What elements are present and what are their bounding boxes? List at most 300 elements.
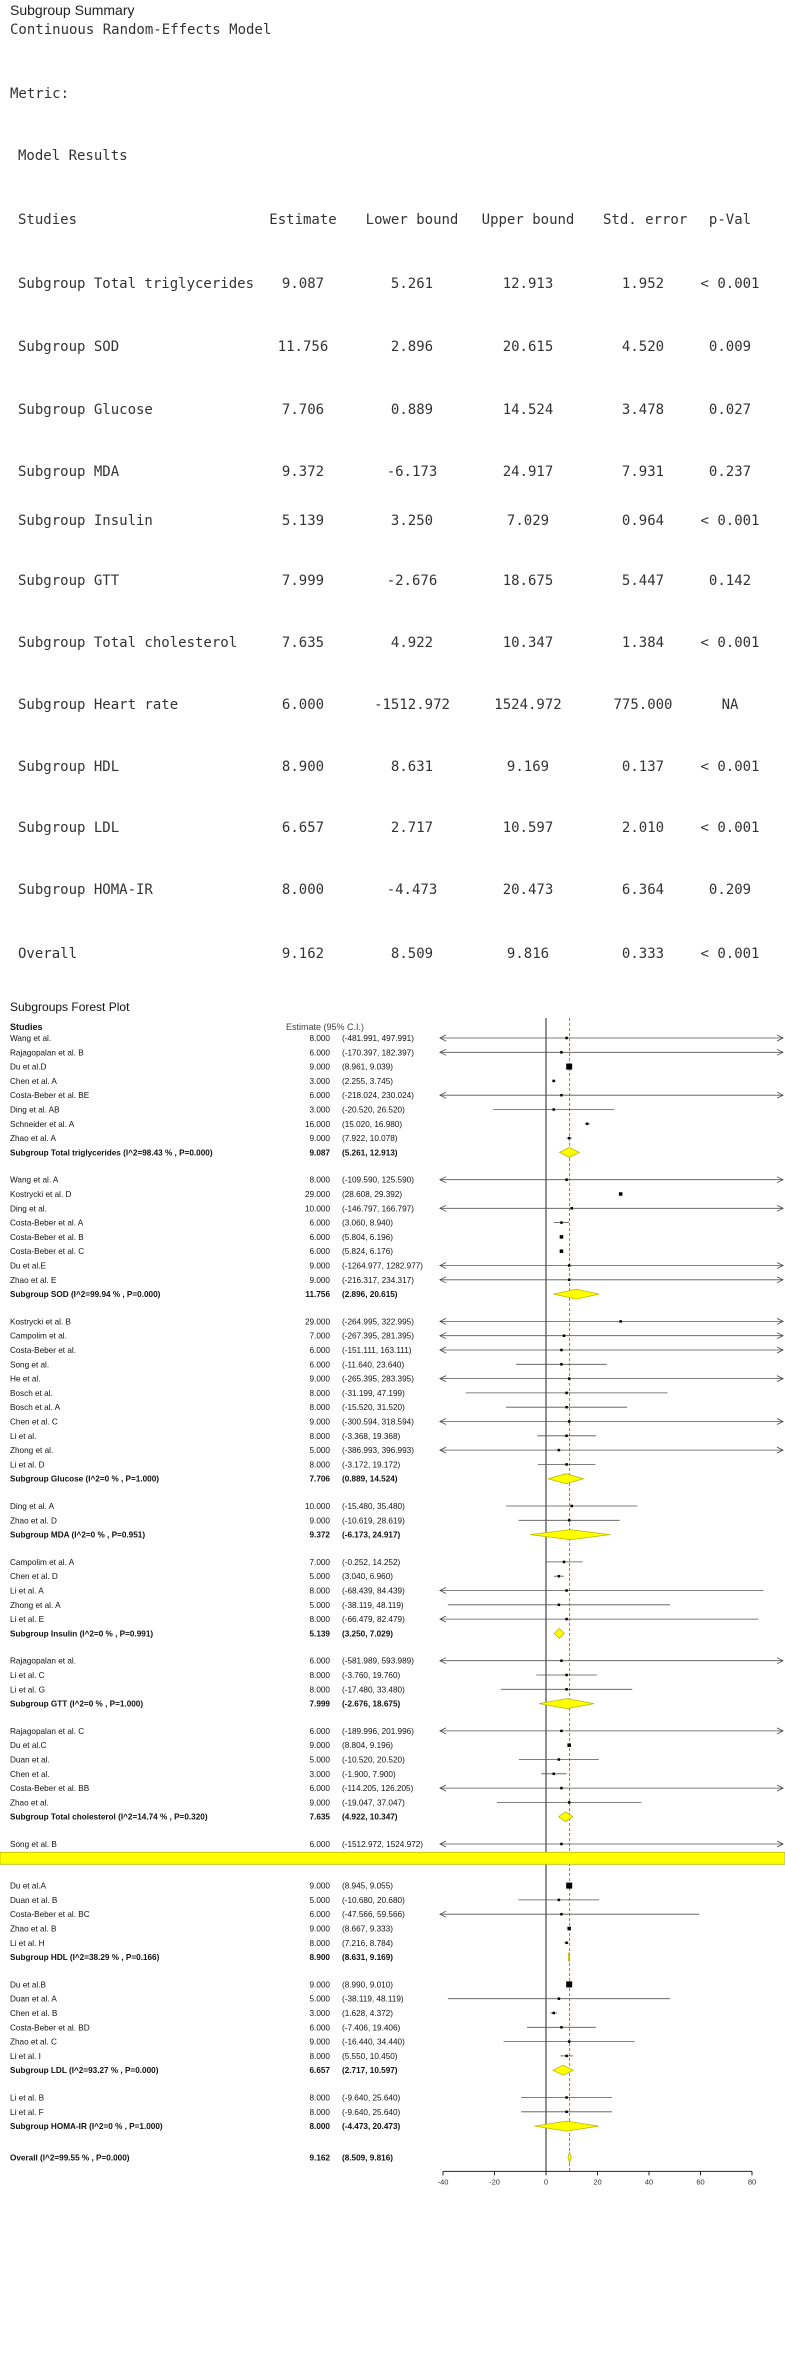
study-label: Zhao et al. B [10, 1924, 57, 1934]
estimate-value: 6.000 [309, 1360, 330, 1370]
table-row-label: Subgroup GTT [18, 573, 120, 589]
ci-value: (-19.047, 37.047) [342, 1798, 405, 1808]
study-label: Zhao et al. A [10, 1134, 56, 1144]
ci-value: (7.216, 8.784) [342, 1938, 393, 1948]
summary-diamond [554, 1628, 564, 1638]
ci-value: (-1512.972, 1524.972) [342, 1840, 424, 1849]
subgroup-label: Subgroup Insulin (I^2=0 % , P=0.991) [10, 1629, 154, 1639]
study-label: Schneider et al. A [10, 1119, 75, 1129]
table-row-value: -4.473 [386, 882, 438, 898]
study-label: Bosch et al. [10, 1388, 53, 1398]
point-estimate [565, 1618, 568, 1621]
table-row-value: 12.913 [502, 276, 554, 292]
study-label: Chen et al. B [10, 2009, 58, 2018]
table-row-value: 10.347 [502, 635, 554, 651]
ci-value: (-1264.977, 1282.977) [342, 1261, 424, 1271]
table-header-cell: Estimate [269, 212, 337, 228]
x-tick-label: 80 [747, 2177, 757, 2187]
study-label: Chen et al. [10, 1769, 50, 1779]
summary-title: Subgroup Summary [10, 2, 135, 18]
estimate-value: 10.000 [304, 1204, 330, 1214]
summary-diamond [560, 1147, 580, 1157]
ci-value: (5.824, 6.176) [342, 1247, 393, 1257]
estimate-value: 9.000 [309, 1741, 330, 1751]
ci-value: (-189.996, 201.996) [342, 1726, 414, 1736]
study-label: Song et al. B [10, 1840, 57, 1849]
estimate-value: 9.000 [309, 1881, 330, 1891]
table-row-value: 0.009 [708, 339, 752, 355]
point-estimate [565, 1406, 568, 1409]
ci-value: (-38.119, 48.119) [342, 1600, 404, 1610]
estimate-value: 7.706 [309, 1474, 330, 1484]
point-estimate [560, 1913, 563, 1916]
ci-value: (-17.480, 33.480) [342, 1685, 405, 1695]
ci-value: (1.628, 4.372) [342, 2009, 393, 2018]
table-row-value: < 0.001 [700, 946, 760, 962]
table-row-value: 2.896 [390, 339, 434, 355]
estimate-value: 7.000 [309, 1331, 330, 1341]
estimate-value: 8.000 [309, 2051, 330, 2061]
estimate-value: 5.000 [309, 1994, 330, 2004]
point-estimate [558, 1899, 561, 1902]
point-estimate [560, 1349, 563, 1352]
ci-value: (-265.395, 283.395) [342, 1374, 414, 1384]
ci-value: (2.255, 3.745) [342, 1076, 393, 1086]
estimate-value: 9.000 [309, 1275, 330, 1285]
table-row-label: Subgroup HOMA-IR [18, 882, 153, 898]
point-estimate [568, 1264, 571, 1267]
estimate-value: 6.000 [309, 1048, 330, 1058]
estimate-value: 9.000 [309, 1062, 330, 1072]
point-estimate [560, 1235, 564, 1239]
table-row-value: 8.631 [390, 759, 434, 775]
study-label: Duan et al. [10, 1755, 50, 1765]
ci-value: (-31.199, 47.199) [342, 1388, 405, 1398]
study-label: Wang et al. A [10, 1175, 59, 1185]
estimate-value: 6.000 [309, 1091, 330, 1101]
ci-value: (-10.680, 20.680) [342, 1895, 405, 1905]
estimate-value: 5.000 [309, 1572, 330, 1582]
ci-value: (0.889, 14.524) [342, 1474, 398, 1484]
ci-value: (-4.473, 20.473) [342, 2122, 401, 2132]
table-row-value: 2.010 [621, 820, 665, 836]
estimate-value: 29.000 [304, 1317, 330, 1327]
ci-value: (2.717, 10.597) [342, 2066, 398, 2076]
table-row-value: 9.162 [281, 946, 325, 962]
study-label: Costa-Beber et al. BB [10, 1784, 90, 1794]
table-header-cell: Studies [18, 212, 78, 228]
ci-value: (8.945, 9.055) [342, 1881, 393, 1891]
subgroup-label: Subgroup Total cholesterol (I^2=14.74 % , P=0.320) [10, 1812, 208, 1822]
table-row-value: 9.372 [281, 464, 325, 480]
point-estimate [558, 1449, 561, 1452]
study-label: Chen et al. D [10, 1572, 58, 1582]
table-row-value: 7.999 [281, 573, 325, 589]
point-estimate [560, 1843, 563, 1846]
x-tick-label: 40 [644, 2177, 654, 2187]
table-row-value: 24.917 [502, 464, 554, 480]
estimate-value: 6.000 [309, 1218, 330, 1228]
table-row-value: 2.717 [390, 820, 434, 836]
ci-value: (-3.172, 19.172) [342, 1460, 401, 1470]
table-row-value: 7.931 [621, 464, 665, 480]
estimate-value: 9.000 [309, 1924, 330, 1934]
study-label: He et al. [10, 1374, 41, 1384]
forest-plot [0, 1018, 785, 2363]
point-estimate [563, 1334, 566, 1337]
estimate-value: 7.635 [309, 1812, 330, 1822]
point-estimate [571, 1505, 574, 1508]
ci-value: (-581.989, 593.989) [342, 1656, 414, 1666]
estimate-value: 8.000 [309, 1403, 330, 1413]
study-label: Li et al. G [10, 1685, 46, 1695]
ci-value: (-151.111, 163.111) [342, 1346, 412, 1355]
point-estimate [566, 1981, 572, 1987]
estimate-value: 9.162 [309, 2153, 330, 2163]
point-estimate [552, 1108, 555, 1111]
table-row-value: 4.922 [390, 635, 434, 651]
study-label: Li et al. H [10, 1938, 45, 1948]
table-row-value: 1.384 [621, 635, 665, 651]
estimate-value: 9.000 [309, 1261, 330, 1271]
estimate-value: 8.000 [309, 1034, 330, 1043]
table-row-value: 0.237 [708, 464, 752, 480]
table-row-value: 0.964 [621, 513, 665, 529]
ci-value: (7.922, 10.078) [342, 1134, 398, 1144]
summary-subtitle: Continuous Random-Effects Model [10, 22, 272, 38]
model-results-label: Model Results [18, 148, 128, 164]
ci-value: (-2.676, 18.675) [342, 1699, 401, 1709]
ci-value: (-481.991, 497.991) [342, 1034, 414, 1043]
ci-value: (-10.520, 20.520) [342, 1755, 405, 1765]
study-label: Li et al. F [10, 2107, 44, 2117]
study-label: Costa-Beber et al. A [10, 1218, 84, 1228]
table-row-label: Subgroup LDL [18, 820, 120, 836]
study-label: Rajagopalan et al. B [10, 1048, 84, 1058]
point-estimate [571, 1207, 574, 1210]
estimate-value: 7.999 [309, 1699, 330, 1709]
ci-value: (8.509, 9.816) [342, 2153, 393, 2163]
overall-diamond [568, 2152, 571, 2162]
table-header-cell: Upper bound [481, 212, 575, 228]
subgroup-label: Subgroup HDL (I^2=38.29 % , P=0.166) [10, 1953, 160, 1963]
study-label: Li et al. D [10, 1460, 45, 1470]
study-label: Campolim et al. A [10, 1557, 75, 1567]
ci-value: (-66.479, 82.479) [342, 1615, 405, 1625]
ci-value: (-6.173, 24.917) [342, 1530, 401, 1540]
ci-value: (-9.640, 25.640) [342, 2107, 401, 2117]
ci-value: (-218.024, 230.024) [342, 1091, 414, 1101]
study-label: Zhong et al. [10, 1446, 54, 1456]
subgroup-label: Subgroup SOD (I^2=99.94 % , P=0.000) [10, 1290, 161, 1300]
table-header-cell: Lower bound [365, 212, 459, 228]
study-label: Zhao et al. D [10, 1516, 57, 1526]
ci-value: (-11.640, 23.640) [342, 1360, 405, 1370]
table-row-value: 0.889 [390, 402, 434, 418]
point-estimate [568, 1519, 571, 1522]
estimate-value: 8.000 [309, 1175, 330, 1185]
point-estimate [560, 1094, 563, 1097]
ci-value: (-1.900, 7.900) [342, 1769, 396, 1779]
ci-value: (5.804, 6.196) [342, 1232, 393, 1242]
point-estimate [552, 2012, 555, 2015]
estimate-value: 11.756 [305, 1290, 330, 1300]
study-label: Du et al.D [10, 1062, 47, 1072]
ci-value: (2.896, 20.615) [342, 1290, 398, 1300]
study-label: Kostrycki et al. D [10, 1190, 72, 1199]
point-estimate [560, 1221, 563, 1224]
ci-value: (5.261, 12.913) [342, 1148, 398, 1158]
point-estimate [565, 1037, 568, 1040]
estimate-value: 5.000 [309, 1755, 330, 1765]
table-row-value: 9.169 [506, 759, 550, 775]
point-estimate [560, 1363, 563, 1366]
point-estimate [568, 1137, 571, 1140]
summary-diamond [534, 2121, 598, 2131]
metric-label: Metric: [10, 86, 70, 102]
study-label: Costa-Beber et al. [10, 1346, 76, 1355]
estimate-value: 8.000 [309, 1938, 330, 1948]
ci-value: (-20.520, 26.520) [342, 1105, 405, 1115]
x-tick-label: 60 [696, 2177, 705, 2187]
table-row-value: 9.087 [281, 276, 325, 292]
point-estimate [565, 2055, 568, 2058]
table-row-value: 20.615 [502, 339, 554, 355]
point-estimate [565, 1178, 568, 1181]
study-label: Zhao et al. [10, 1798, 49, 1808]
estimate-value: 9.087 [309, 1148, 330, 1158]
study-label: Bosch et al. A [10, 1403, 61, 1413]
estimate-value: 8.000 [309, 1615, 330, 1625]
point-estimate [568, 1801, 571, 1804]
estimate-value: 8.000 [309, 1388, 330, 1398]
point-estimate [619, 1320, 622, 1323]
table-row-value: 3.478 [621, 402, 665, 418]
table-row-value: 5.447 [621, 573, 665, 589]
ci-value: (-7.406, 19.406) [342, 2023, 401, 2033]
estimate-value: 8.000 [309, 1685, 330, 1695]
table-row-value: 7.706 [281, 402, 325, 418]
ci-value: (-216.317, 234.317) [342, 1275, 414, 1285]
forest-plot-title: Subgroups Forest Plot [10, 1000, 130, 1014]
ci-value: (-386.993, 396.993) [342, 1446, 414, 1456]
table-row-value: 1.952 [621, 276, 665, 292]
ci-value: (-114.205, 126.205) [342, 1784, 414, 1794]
estimate-value: 9.000 [309, 1374, 330, 1384]
ci-value: (-109.590, 125.590) [342, 1175, 414, 1185]
study-label: Ding et al. [10, 1204, 47, 1214]
table-row-value: 5.139 [281, 513, 325, 529]
point-estimate [565, 1463, 568, 1466]
ci-value: (8.804, 9.196) [342, 1741, 393, 1751]
point-estimate [558, 1604, 561, 1607]
point-estimate [568, 1377, 571, 1380]
ci-value: (-15.480, 35.480) [342, 1502, 405, 1511]
ci-value: (8.990, 9.010) [342, 1980, 393, 1990]
estimate-value: 10.000 [304, 1502, 330, 1511]
point-estimate [558, 1997, 561, 2000]
subgroup-label: Subgroup HOMA-IR (I^2=0 % , P=1.000) [10, 2122, 163, 2132]
point-estimate [552, 1773, 555, 1776]
estimate-value: 16.000 [304, 1119, 330, 1129]
ci-value: (-146.797, 166.797) [342, 1204, 414, 1214]
table-row-value: 0.209 [708, 882, 752, 898]
point-estimate [567, 1927, 571, 1931]
study-label: Kostrycki et al. B [10, 1317, 71, 1327]
table-row-value: 1524.972 [494, 697, 562, 713]
point-estimate [619, 1192, 623, 1196]
table-row-label: Subgroup Heart rate [18, 697, 179, 713]
estimate-value: 6.000 [309, 1784, 330, 1794]
ci-value: (3.060, 8.940) [342, 1218, 393, 1228]
study-label: Song et al. [10, 1360, 50, 1370]
study-label: Li et al. B [10, 2093, 45, 2103]
ci-value: (-38.119, 48.119) [342, 1994, 404, 2004]
point-estimate [558, 1575, 561, 1578]
study-label: Duan et al. B [10, 1895, 58, 1905]
ci-value: (-15.520, 31.520) [342, 1403, 405, 1413]
point-estimate [568, 1420, 571, 1423]
point-estimate [560, 2026, 563, 2029]
table-row-value: -2.676 [386, 573, 438, 589]
study-label: Du et al.C [10, 1741, 47, 1751]
summary-diamond [539, 1699, 594, 1709]
point-estimate [563, 1561, 566, 1564]
subgroup-label: Subgroup LDL (I^2=93.27 % , P=0.000) [10, 2066, 159, 2076]
table-row-value: 775.000 [613, 697, 673, 713]
table-row-value: 6.364 [621, 882, 665, 898]
x-tick-label: -40 [437, 2177, 449, 2187]
study-label: Costa-Beber et al. BD [10, 2023, 90, 2033]
table-row-value: 0.142 [708, 573, 752, 589]
ci-value: (-3.760, 19.760) [342, 1671, 401, 1680]
table-row-value: 8.509 [390, 946, 434, 962]
summary-diamond [553, 2065, 573, 2075]
ci-value: (-0.252, 14.252) [342, 1557, 401, 1567]
overall-label: Overall (I^2=99.55 % , P=0.000) [10, 2153, 130, 2163]
ci-value: (3.250, 7.029) [342, 1629, 393, 1639]
estimate-value: 9.000 [309, 1134, 330, 1144]
study-label: Zhao et al. C [10, 2037, 57, 2047]
table-row-value: < 0.001 [700, 820, 760, 836]
estimate-value: 5.000 [309, 1446, 330, 1456]
table-header-cell: p-Val [708, 212, 752, 228]
estimate-header: Estimate (95% C.I.) [286, 1022, 365, 1032]
ci-value: (-264.995, 322.995) [342, 1317, 414, 1327]
estimate-value: 6.000 [309, 1840, 330, 1849]
study-label: Li et al. C [10, 1671, 45, 1680]
study-label: Costa-Beber et al. C [10, 1247, 85, 1257]
point-estimate [552, 1080, 555, 1083]
table-row-value: 8.000 [281, 882, 325, 898]
ci-value: (4.922, 10.347) [342, 1812, 398, 1822]
estimate-value: 6.000 [309, 1346, 330, 1355]
study-label: Ding et al. AB [10, 1105, 60, 1115]
ci-value: (-3.368, 19.368) [342, 1431, 401, 1441]
x-tick-label: 20 [593, 2177, 602, 2187]
point-estimate [586, 1123, 589, 1126]
table-row-value: 0.333 [621, 946, 665, 962]
ci-value: (-10.619, 28.619) [342, 1516, 405, 1526]
estimate-value: 6.000 [309, 2023, 330, 2033]
ci-value: (8.667, 9.333) [342, 1924, 393, 1934]
study-label: Costa-Beber et al. B [10, 1232, 84, 1242]
estimate-value: 3.000 [309, 1105, 330, 1115]
study-label: Du et al.B [10, 1980, 46, 1990]
estimate-value: 6.000 [309, 1726, 330, 1736]
subgroup-label: Subgroup MDA (I^2=0 % , P=0.951) [10, 1530, 146, 1540]
estimate-value: 9.000 [309, 1798, 330, 1808]
table-row-label: Subgroup HDL [18, 759, 120, 775]
estimate-value: 6.000 [309, 1910, 330, 1920]
table-row-value: 9.816 [506, 946, 550, 962]
ci-value: (5.550, 10.450) [342, 2051, 398, 2061]
study-label: Li et al. E [10, 1615, 45, 1625]
point-estimate [565, 2096, 568, 2099]
point-estimate [565, 1688, 568, 1691]
estimate-value: 7.000 [309, 1557, 330, 1567]
estimate-value: 5.139 [309, 1629, 330, 1639]
point-estimate [560, 1787, 563, 1790]
estimate-value: 6.000 [309, 1656, 330, 1666]
summary-diamond [553, 1289, 599, 1299]
table-row-label: Subgroup Insulin [18, 513, 153, 529]
table-row-value: 0.027 [708, 402, 752, 418]
table-row-value: < 0.001 [700, 513, 760, 529]
study-label: Ding et al. A [10, 1502, 55, 1511]
estimate-value: 8.000 [309, 2093, 330, 2103]
table-row-value: < 0.001 [700, 759, 760, 775]
table-row-value: 3.250 [390, 513, 434, 529]
table-row-value: 7.029 [506, 513, 550, 529]
point-estimate [565, 1392, 568, 1395]
ci-value: (3.040, 6.960) [342, 1572, 393, 1582]
table-row-value: NA [721, 697, 739, 713]
table-row-value: < 0.001 [700, 276, 760, 292]
table-row-value: 10.597 [502, 820, 554, 836]
table-row-label: Subgroup Total cholesterol [18, 635, 238, 651]
ci-value: (8.631, 9.169) [342, 1953, 393, 1963]
table-row-value: 14.524 [502, 402, 554, 418]
table-row-label: Subgroup Total triglycerides [18, 276, 255, 292]
subgroup-label: Subgroup Total triglycerides (I^2=98.43 % , P=0.000) [10, 1148, 213, 1158]
table-row-value: 0.137 [621, 759, 665, 775]
ci-value: (-267.395, 281.395) [342, 1331, 414, 1341]
summary-diamond [0, 1852, 785, 1864]
ci-value: (-300.594, 318.594) [342, 1417, 414, 1427]
study-label: Du et al.A [10, 1881, 46, 1891]
study-label: Li et al. A [10, 1586, 44, 1596]
study-label: Costa-Beber et al. BC [10, 1910, 90, 1920]
point-estimate [565, 1942, 568, 1945]
x-tick-label: 0 [543, 2177, 549, 2187]
table-row-value: < 0.001 [700, 635, 760, 651]
estimate-value: 8.900 [309, 1953, 330, 1963]
point-estimate [560, 1730, 563, 1733]
study-label: Wang et al. [10, 1034, 52, 1043]
point-estimate [560, 1249, 564, 1253]
table-row-value: 8.900 [281, 759, 325, 775]
summary-diamond [530, 1530, 610, 1540]
estimate-value: 8.000 [309, 2107, 330, 2117]
study-label: Campolim et al. [10, 1331, 67, 1341]
estimate-value: 9.372 [309, 1530, 330, 1540]
ci-value: (-47.566, 59.566) [342, 1910, 405, 1920]
estimate-value: 9.000 [309, 1516, 330, 1526]
estimate-value: 3.000 [309, 2009, 330, 2018]
point-estimate [560, 1659, 563, 1662]
point-estimate [566, 1883, 572, 1889]
